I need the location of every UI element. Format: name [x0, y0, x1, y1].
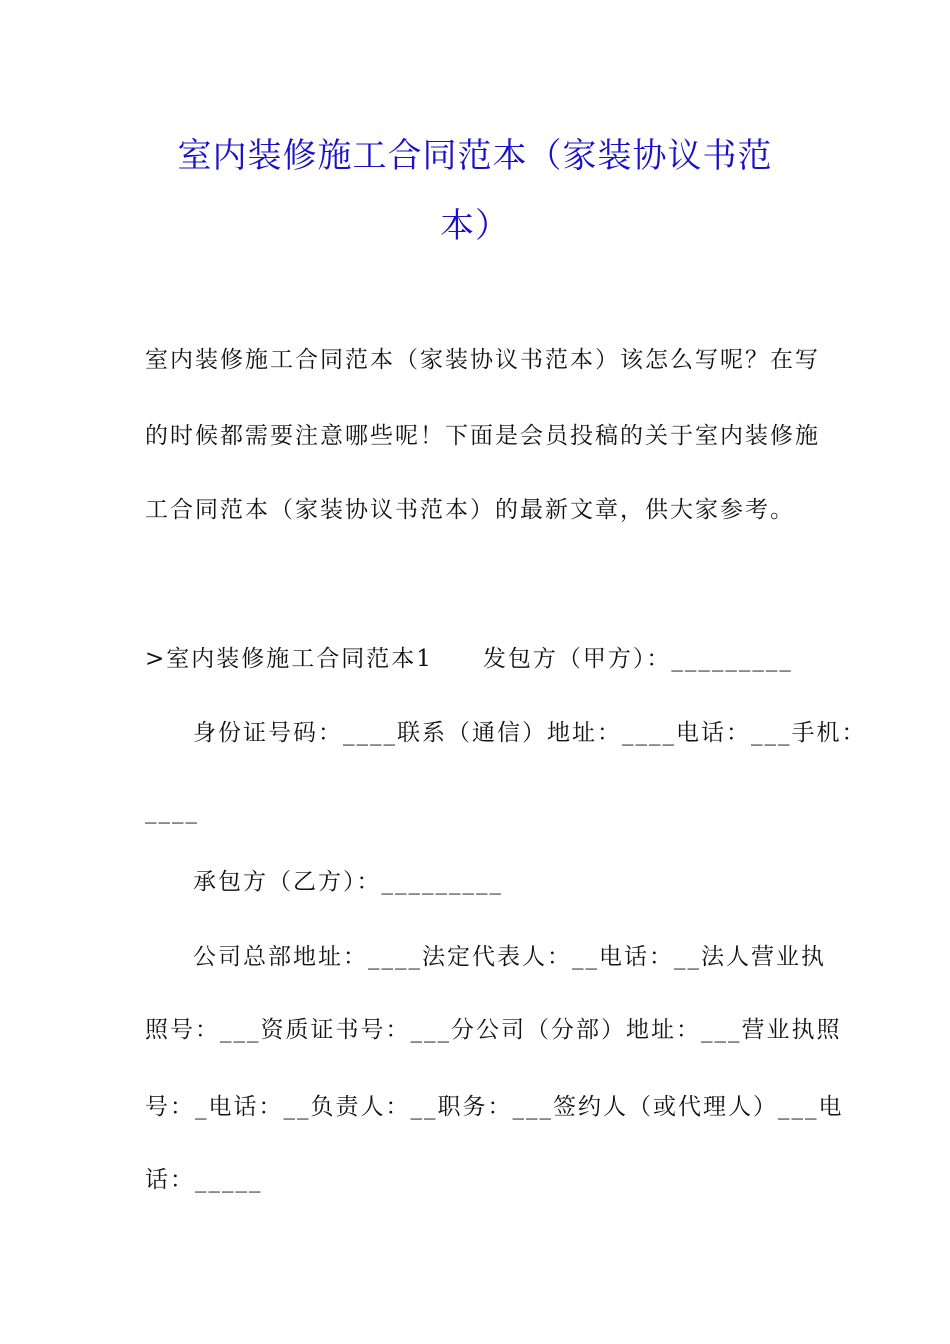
intro-paragraph-line-2: 的时候都需要注意哪些呢！下面是会员投稿的关于室内装修施	[145, 423, 820, 449]
company-address-line-4: 话：_____	[145, 1167, 263, 1193]
intro-paragraph-line-1: 室内装修施工合同范本（家装协议书范本）该怎么写呢？在写	[145, 347, 820, 373]
party-b-line: 承包方（乙方）：_________	[193, 869, 503, 895]
party-a-id-contact-line: 身份证号码：____联系（通信）地址：____电话：___手机：	[193, 720, 867, 746]
document-title-line-2: 本）	[440, 206, 510, 246]
document-title-line-1: 室内装修施工合同范本（家装协议书范	[177, 136, 773, 176]
contract-heading-party-a-line: >室内装修施工合同范本1 发包方（甲方）：_________	[145, 646, 793, 672]
company-address-line-2: 照号：___资质证书号：___分公司（分部）地址：___营业执照	[145, 1017, 842, 1043]
company-address-line-1: 公司总部地址：____法定代表人：__电话：__法人营业执	[193, 944, 826, 970]
company-address-line-3: 号：_电话：__负责人：__职务：___签约人（或代理人）___电	[145, 1094, 844, 1120]
intro-paragraph-line-3: 工合同范本（家装协议书范本）的最新文章，供大家参考。	[145, 497, 795, 523]
party-a-mobile-blank-line: ____	[145, 798, 199, 824]
